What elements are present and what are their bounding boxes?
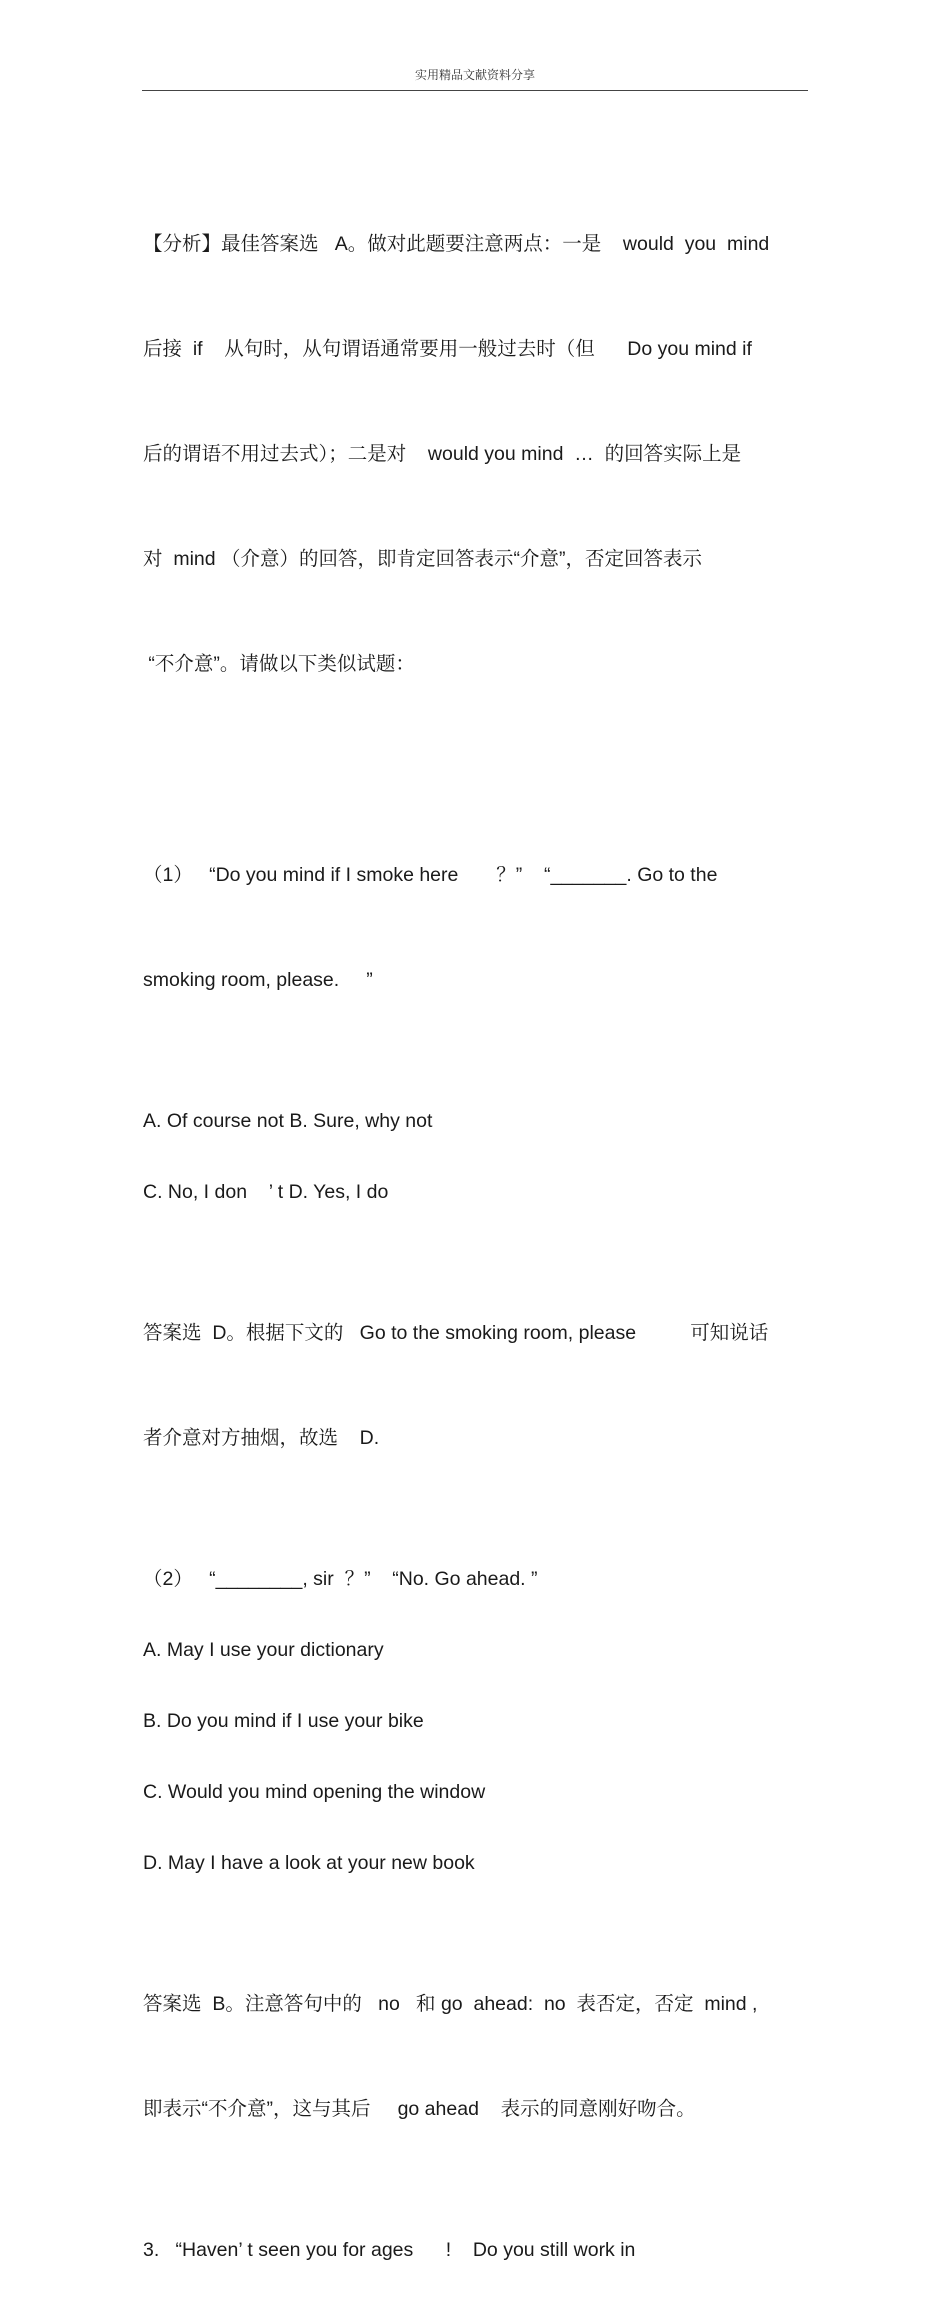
analysis-line: 对 mind （介意）的回答，即肯定回答表示“介意”，否定回答表示 — [143, 548, 703, 570]
answer-line: 者介意对方抽烟，故选 D. — [143, 1427, 380, 1449]
question-2-option-d: D. May I have a look at your new book — [143, 1852, 475, 1874]
question-3: 3. “Haven’ t seen you for ages ! Do you still work in — [143, 2239, 636, 2261]
analysis-line: 【分析】最佳答案选 A。做对此题要注意两点：一是 would you mind — [143, 233, 770, 255]
question-2: （2） “________, sir ？” “No. Go ahead. ” — [143, 1568, 538, 1590]
question-2-option-c: C. Would you mind opening the window — [143, 1781, 486, 1803]
question-2-answer — [143, 1917, 809, 2197]
question-1-options-ab: A. Of course not B. Sure, why not — [143, 1110, 433, 1132]
question-2-option-b: B. Do you mind if I use your bike — [143, 1710, 424, 1732]
analysis-line: 后的谓语不用过去式）；二是对 would you mind … 的回答实际上是 — [143, 443, 742, 465]
answer-line: 答案选 D。根据下文的 Go to the smoking room, please 可知说话 — [143, 1322, 769, 1344]
question-1-line: （1） “Do you mind if I smoke here ？” “_______. Go to the — [143, 864, 718, 886]
question-1-line: smoking room, please. ” — [143, 969, 373, 991]
question-1-answer — [143, 1246, 809, 1526]
question-2-option-a: A. May I use your dictionary — [143, 1639, 384, 1661]
header-divider — [142, 90, 808, 91]
question-1-options-cd: C. No, I don ’ t D. Yes, I do — [143, 1181, 389, 1203]
analysis-line: 后接 if 从句时，从句谓语通常要用一般过去时（但 Do you mind if — [143, 338, 752, 360]
answer-line: 即表示“不介意”，这与其后 go ahead 表示的同意刚好吻合。 — [143, 2098, 696, 2120]
answer-line: 答案选 B。注意答句中的 no 和 go ahead: no 表否定，否定 mind , — [143, 1993, 758, 2015]
analysis-line: “不介意”。请做以下类似试题： — [143, 653, 415, 675]
analysis-paragraph — [143, 157, 809, 752]
document-body — [143, 157, 809, 2304]
question-1 — [143, 788, 809, 1068]
page-header: 实用精品文献资料分享 — [414, 68, 535, 82]
